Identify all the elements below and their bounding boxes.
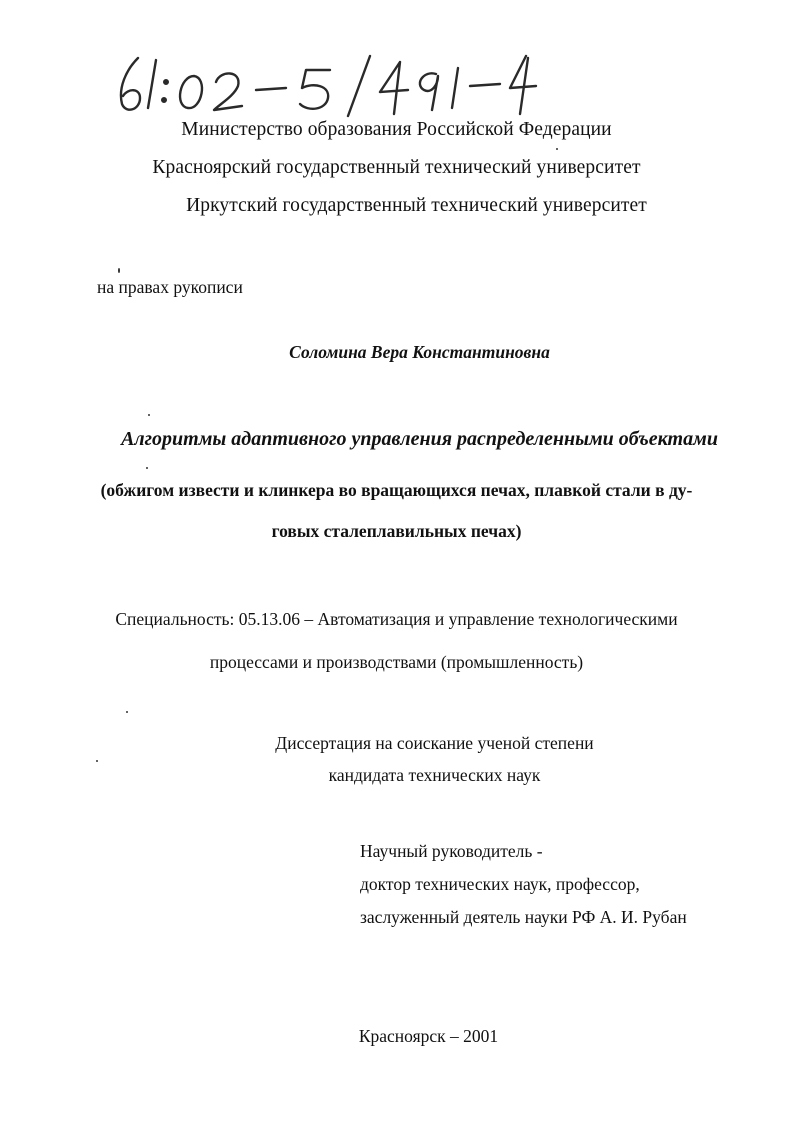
manuscript-note: на правах рукописи [97, 277, 243, 297]
scan-speck [96, 760, 98, 762]
scan-speck [118, 268, 120, 273]
city-year: Красноярск – 2001 [358, 1026, 499, 1046]
handwritten-catalog-number [108, 48, 558, 120]
degree-line-1: Диссертация на соискание ученой степени [275, 733, 594, 753]
university-heading-irkutsk: Иркутский государственный технический университет [186, 195, 647, 216]
supervisor-title-name: заслуженный деятель науки РФ А. И. Рубан [360, 907, 687, 927]
specialty-line-1: Специальность: 05.13.06 – Автоматизация и управление технологическими [115, 609, 678, 629]
specialty-line-2: процессами и производствами (промышленность) [209, 652, 584, 672]
supervisor-degree: доктор технических наук, профессор, [360, 874, 640, 894]
author-name: Соломина Вера Константиновна [289, 342, 550, 362]
university-heading-krasnoyarsk: Красноярский государственный технический университет [152, 157, 641, 178]
dissertation-title: Алгоритмы адаптивного управления распределенными объектами [121, 428, 718, 450]
scan-speck [556, 148, 558, 150]
scan-speck [126, 711, 128, 713]
dissertation-subtitle-line-1: (обжигом извести и клинкера во вращающихся печах, плавкой стали в ду- [100, 480, 693, 500]
supervisor-label: Научный руководитель - [360, 841, 543, 861]
degree-line-2: кандидата технических наук [328, 765, 541, 785]
scan-speck [148, 414, 150, 416]
scan-speck [146, 467, 148, 469]
ministry-heading: Министерство образования Российской Федерации [181, 119, 612, 140]
dissertation-subtitle-line-2: говых сталеплавильных печах) [271, 521, 522, 541]
